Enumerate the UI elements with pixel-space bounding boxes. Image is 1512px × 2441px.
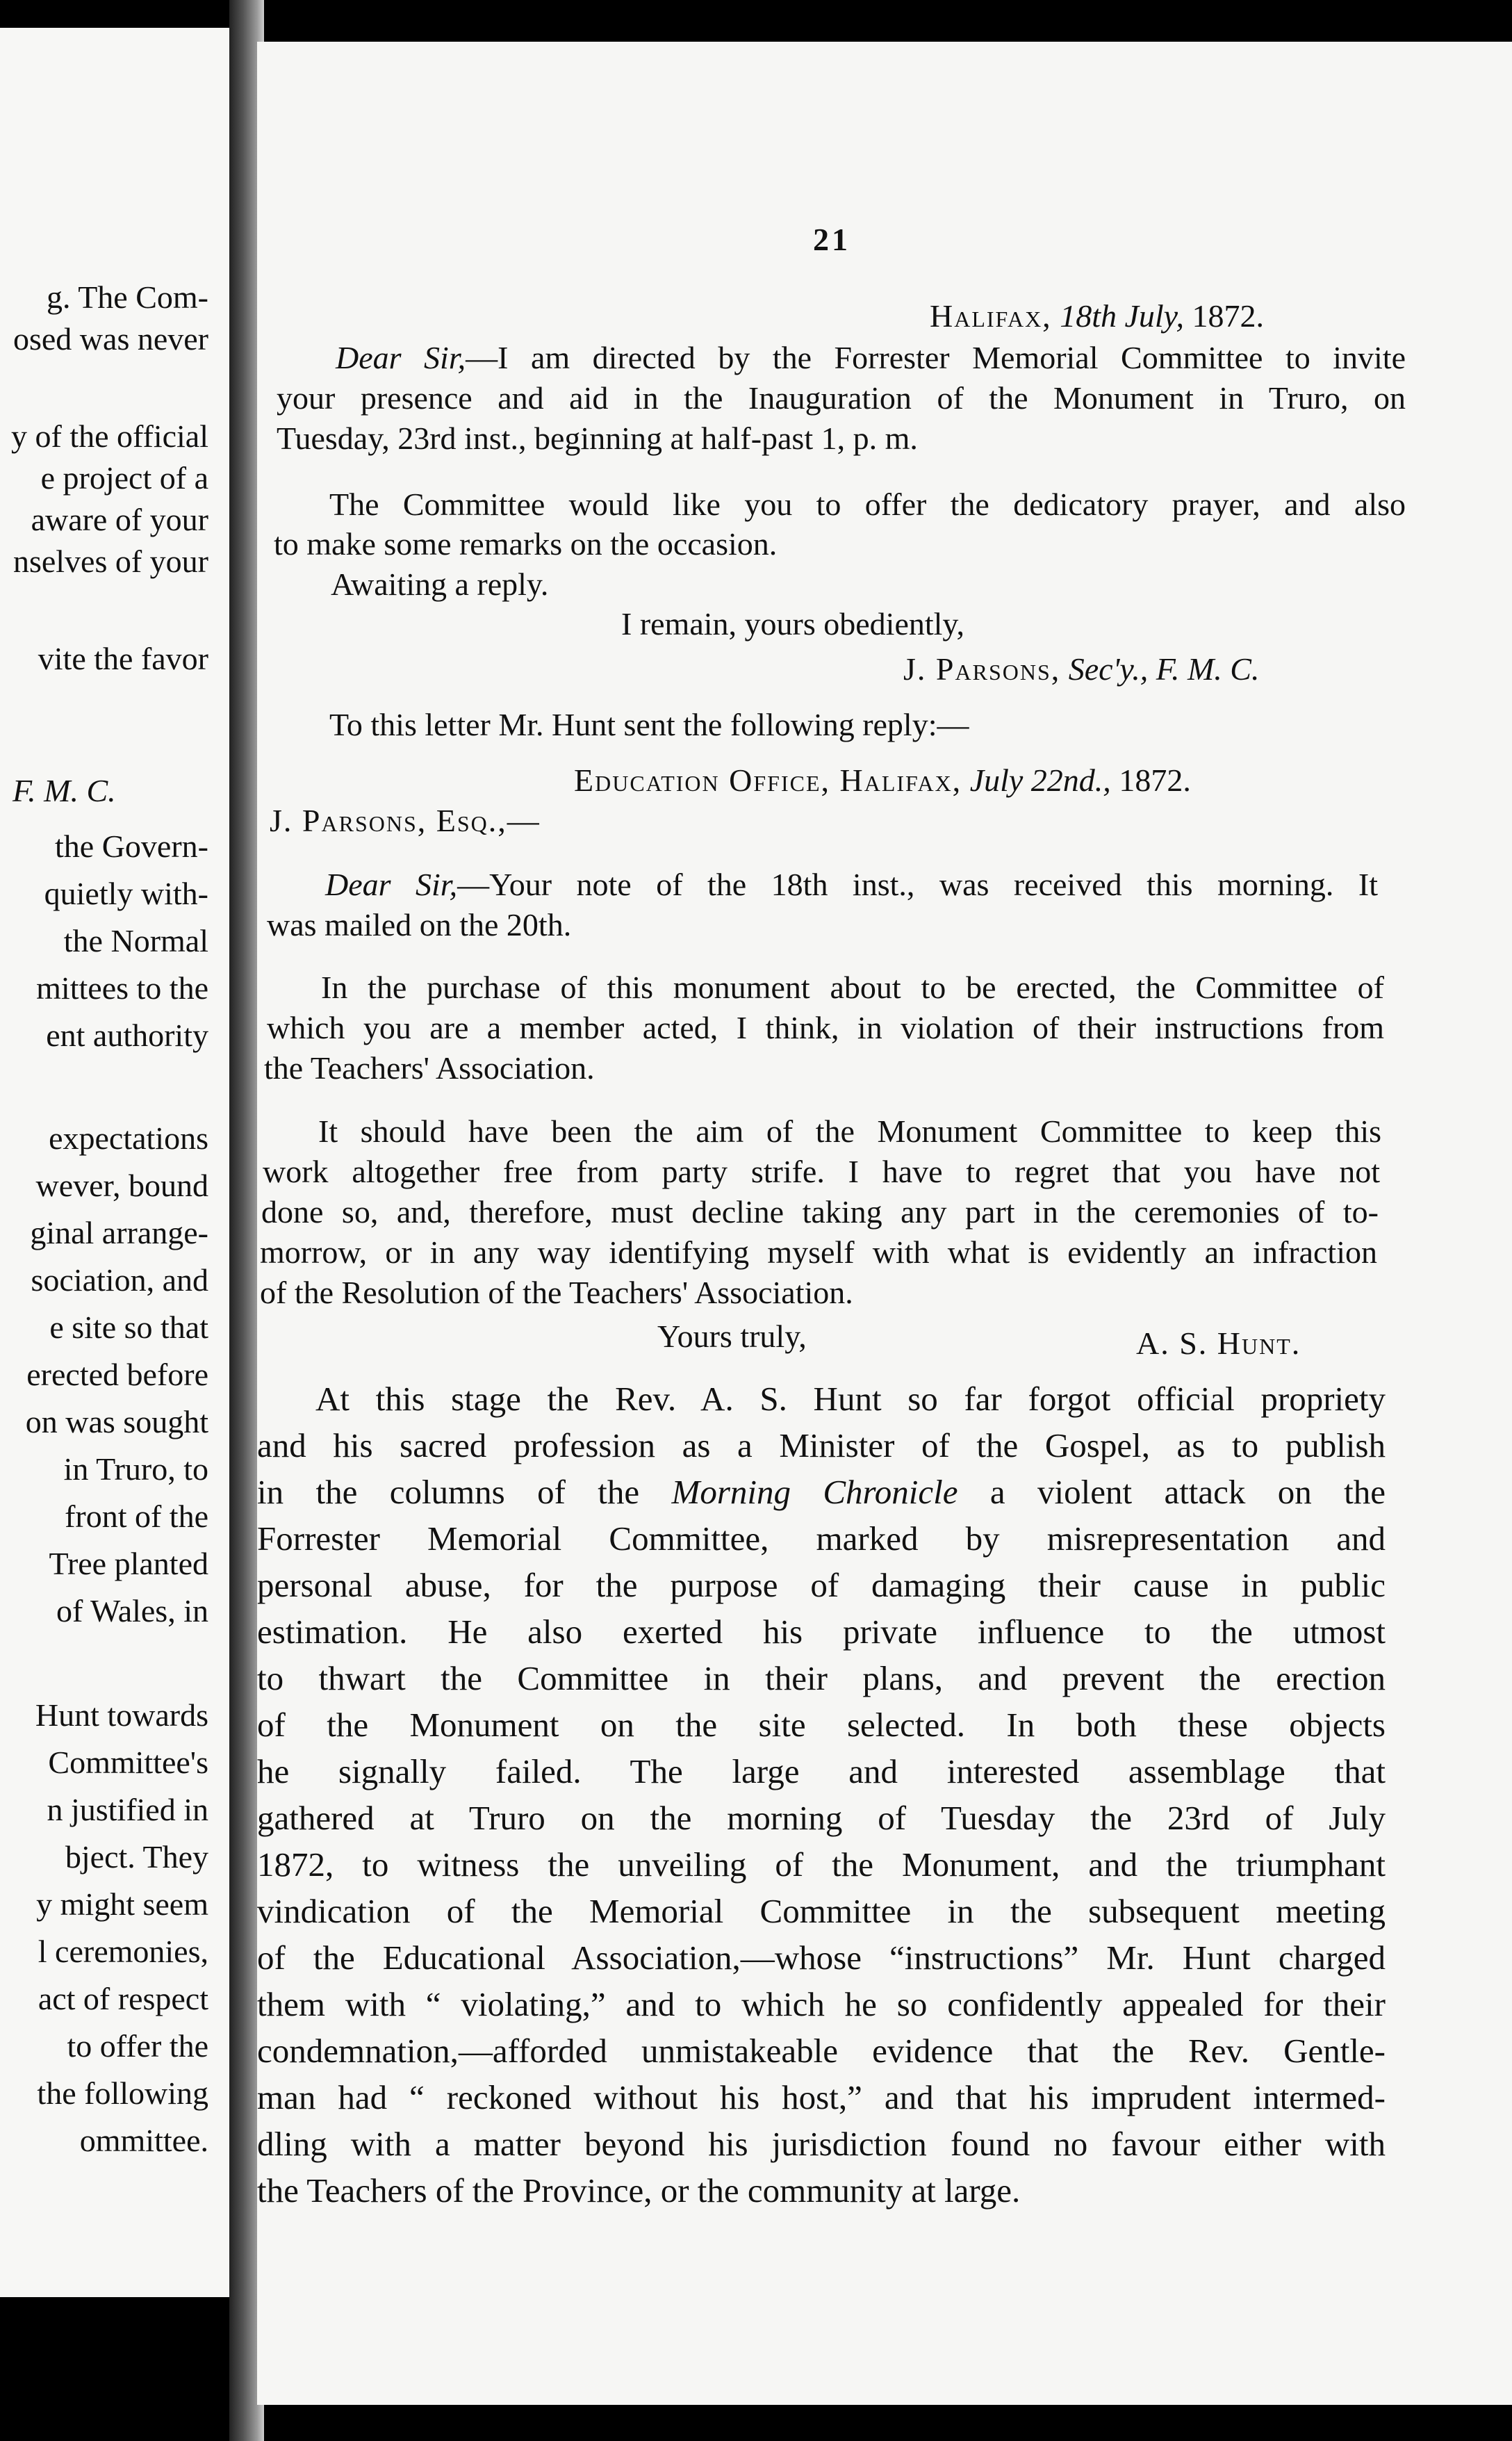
left-text-line: front of the	[65, 1499, 208, 1534]
letter1-line: Dear Sir,—I am directed by the Forrester Memorial Committee to invite	[336, 340, 1406, 375]
letter2-line: work altogether free from party strife. I have to regret that you have not	[263, 1154, 1380, 1189]
left-text-line: in Truro, to	[63, 1451, 208, 1487]
letter2-line: morrow, or in any way identifying myself with what is evidently an infraction	[260, 1234, 1377, 1270]
left-text-line: y of the official	[11, 418, 208, 454]
narrative-line: of the Educational Association,—whose “instructions” Mr. Hunt charged	[257, 1938, 1386, 1977]
left-text-line: osed was never	[13, 321, 208, 357]
narrative-line: of the Monument on the site selected. In both these objects	[257, 1706, 1386, 1744]
letter2-line: It should have been the aim of the Monument Committee to keep this	[318, 1113, 1381, 1149]
letter2-closing: Yours truly,	[657, 1319, 807, 1354]
narrative-line: he signally failed. The large and interested assemblage that	[257, 1752, 1386, 1790]
transition-line: To this letter Mr. Hunt sent the following reply:—	[329, 707, 969, 742]
narrative-line: and his sacred profession as a Minister of the Gospel, as to publish	[257, 1426, 1386, 1464]
letter1-closing: I remain, yours obediently,	[621, 606, 964, 642]
salutation: Dear Sir,	[336, 340, 466, 375]
left-text-line: the Normal	[63, 923, 208, 958]
narrative-line: estimation. He also exerted his private influence to the utmost	[257, 1613, 1386, 1651]
left-text-line: ommittee.	[79, 2123, 208, 2158]
right-page	[257, 42, 1512, 2405]
left-text-line: ginal arrange-	[30, 1215, 208, 1250]
dateline-date: July 22nd.,	[969, 762, 1111, 798]
narrative-line: condemnation,—afforded unmistakeable evidence that the Rev. Gentle-	[257, 2032, 1386, 2070]
dateline-year: 1872.	[1192, 298, 1265, 334]
letter2-line: the Teachers' Association.	[264, 1050, 595, 1086]
left-text-line: act of respect	[38, 1981, 208, 2016]
letter1-line: to make some remarks on the occasion.	[274, 526, 778, 562]
narrative-line: At this stage the Rev. A. S. Hunt so far forgot official propriety	[315, 1380, 1386, 1418]
narrative-line: man had “ reckoned without his host,” and that his imprudent intermed-	[257, 2078, 1386, 2116]
left-text-line: e project of a	[40, 460, 208, 496]
narrative-line: in the columns of the Morning Chronicle a violent attack on the	[257, 1473, 1386, 1511]
left-text-line: Tree planted	[49, 1546, 208, 1581]
left-text-line: expectations	[49, 1120, 208, 1156]
dateline-place: Education Office, Halifax,	[574, 762, 962, 798]
left-page-fragment	[0, 28, 229, 2297]
left-text-line: F. M. C.	[13, 773, 116, 808]
left-text-line: n justified in	[47, 1792, 208, 1827]
dateline-date: 18th July,	[1060, 298, 1185, 334]
letter2-line: Dear Sir,—Your note of the 18th inst., was received this morning. It	[325, 867, 1379, 902]
left-text-line: l ceremonies,	[38, 1934, 208, 1969]
letter2-line: done so, and, therefore, must decline taking any part in the ceremonies of to-	[261, 1194, 1379, 1230]
narrative-line: dling with a matter beyond his jurisdiction found no favour either with	[257, 2125, 1386, 2163]
narrative-line: personal abuse, for the purpose of damaging their cause in public	[257, 1566, 1386, 1604]
letter1-line: your presence and aid in the Inauguration of the Monument in Truro, on	[277, 380, 1406, 416]
letter1-dateline	[930, 300, 1264, 332]
narrative-line: gathered at Truro on the morning of Tuesday the 23rd of July	[257, 1799, 1386, 1837]
left-text-line: e site so that	[49, 1309, 208, 1345]
letter1-line: The Committee would like you to offer the dedicatory prayer, and also	[329, 487, 1406, 522]
left-text-line: nselves of your	[13, 544, 208, 579]
dateline-place: Halifax,	[930, 298, 1052, 334]
left-text-line: to offer the	[67, 2028, 208, 2064]
letter2-line: which you are a member acted, I think, in violation of their instructions from	[267, 1010, 1384, 1045]
letter1-signature: J. Parsons, Sec'y., F. M. C.	[903, 651, 1260, 687]
letter2-line: of the Resolution of the Teachers' Association.	[260, 1275, 853, 1310]
page-number: 21	[813, 222, 850, 257]
left-text-line: the Govern-	[55, 828, 208, 864]
newspaper-title: Morning Chronicle	[671, 1473, 958, 1511]
left-text-line: the following	[37, 2075, 208, 2111]
narrative-line: the Teachers of the Province, or the community at large.	[257, 2171, 1021, 2210]
left-text-line: sociation, and	[31, 1262, 208, 1298]
left-text-line: bject. They	[65, 1839, 208, 1875]
left-text-line: y might seem	[36, 1886, 208, 1922]
left-text-line: Committee's	[48, 1745, 208, 1780]
salutation: Dear Sir,	[325, 867, 458, 902]
narrative-line: 1872, to witness the unveiling of the Monument, and the triumphant	[257, 1845, 1386, 1884]
left-text-line: aware of your	[31, 502, 208, 537]
left-text-line: on was sought	[25, 1404, 208, 1439]
left-text-line: wever, bound	[35, 1168, 208, 1203]
narrative-line: to thwart the Committee in their plans, and prevent the erection	[257, 1659, 1386, 1697]
narrative-line: vindication of the Memorial Committee in the subsequent meeting	[257, 1892, 1386, 1930]
letter2-signature: A. S. Hunt.	[1136, 1325, 1301, 1361]
letter1-line: Awaiting a reply.	[331, 566, 549, 602]
left-text-line: g. The Com-	[47, 279, 208, 315]
letter2-dateline	[574, 762, 1191, 798]
left-text-line: quietly with-	[44, 876, 208, 911]
left-text-line: of Wales, in	[56, 1593, 208, 1628]
left-text-line: erected before	[26, 1357, 208, 1392]
letter2-line: was mailed on the 20th.	[267, 907, 572, 942]
left-text-line: vite the favor	[38, 641, 208, 676]
left-text-line: Hunt towards	[35, 1697, 208, 1733]
letter2-addressee: J. Parsons, Esq.,—	[270, 803, 541, 838]
left-text-line: mittees to the	[36, 970, 208, 1006]
narrative-line: Forrester Memorial Committee, marked by misrepresentation and	[257, 1519, 1386, 1558]
narrative-line: them with “ violating,” and to which he so confidently appealed for their	[257, 1985, 1386, 2023]
dateline-year: 1872.	[1119, 762, 1191, 798]
left-text-line: ent authority	[46, 1018, 208, 1053]
letter2-line: In the purchase of this monument about to be erected, the Committee of	[321, 970, 1384, 1005]
letter1-line: Tuesday, 23rd inst., beginning at half-past 1, p. m.	[277, 421, 918, 456]
